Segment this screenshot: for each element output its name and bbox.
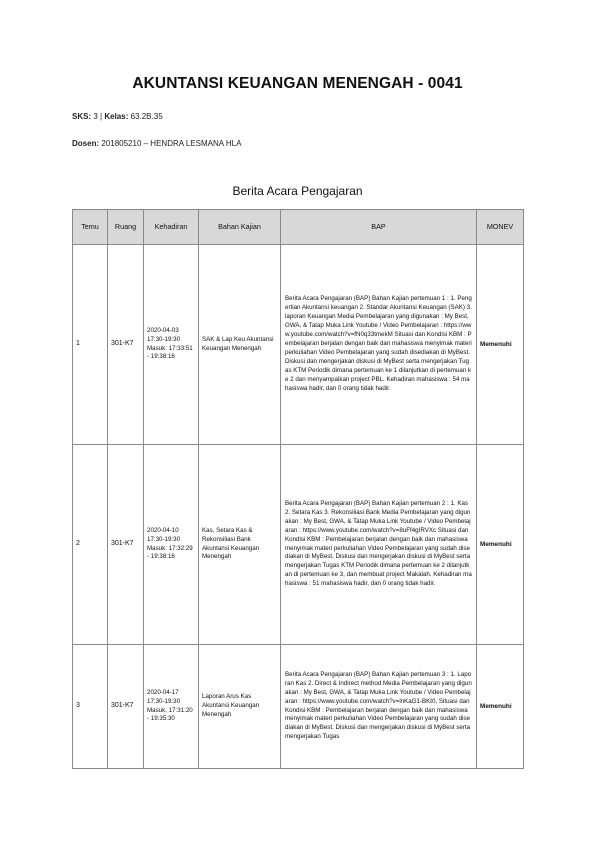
cell-bap [281,245,477,445]
cell-monev: Memenuhi [477,445,524,645]
dosen-value: 201805210 – HENDRA LESMANA HLA [101,139,242,148]
table-row [73,645,524,769]
dosen-line [72,139,241,148]
cell-ruang: 301-K7 [108,245,144,445]
cell-kehadiran: 2020-04-10 17:30-19:30 Masuk: 17:32:29 - 19:38:16 [144,445,199,645]
cell-kehadiran: 2020-04-17 17:30-19:30 Masuk: 17:31:20 - 19:35:30 [144,645,199,769]
sks-label: SKS: [72,112,92,121]
bap-text: Berita Acara Pengajaran (BAP) Bahan Kajian pertemuan 1 : 1. Pengertian Akuntansi keuangan 2. Standar Akuntansi Keuangan (SAK) 3. laporan Keuangan Media Pembelajaran yang digunakan : My Best, GWA, & Tatap Muka Link Youtube / Video Pembelajaran : https://www.youtube.com/watch?v=fN0q33tmekM Situasi dan Kondisi KBM : Pembelajaran berjalan dengan baik dan mahasiswa menyimak materi perkuliahan Video Pembelajaran yang sudah disediakan di MyBest. Diskusi dan mengerjakan diskusi di MyBest serta mengerjakan Tugas KTM Periodik dimana pertemuan ke 1 dilanjutkan di pertemuan ke 2 dan menyampaikan project PBL. Kehadiran mahasiswa : 54 mahasiswa hadir, dan 0 orang tidak hadir. [285,295,472,392]
cell-bahan-kajian: SAK & Lap Keu Akuntansi Keuangan Menengah [199,245,281,445]
cell-bap [281,645,477,769]
kelas-label: Kelas: [104,112,129,121]
cell-monev: Memenuhi [477,245,524,445]
cell-ruang: 301-K7 [108,645,144,769]
table-row [73,245,524,445]
page-title: AKUNTANSI KEUANGAN MENENGAH - 0041 [132,75,463,92]
cell-bap [281,445,477,645]
cell-kehadiran: 2020-04-03 17:30-19:30 Masuk: 17:33:51 - 19:38:16 [144,245,199,445]
section-title: Berita Acara Pengajaran [232,184,363,198]
header-temu: Temu [73,210,108,245]
header-ruang: Ruang [108,210,144,245]
cell-temu: 2 [73,445,108,645]
kelas-value: 63.2B.35 [130,112,163,121]
separator: | [100,112,103,121]
sks-kelas-line [72,112,163,121]
header-bap: BAP [281,210,477,245]
cell-monev: Memenuhi [477,645,524,769]
cell-ruang: 301-K7 [108,445,144,645]
table-header-row [73,210,524,245]
dosen-label: Dosen: [72,139,100,148]
cell-temu: 1 [73,245,108,445]
header-monev: MONEV [477,210,524,245]
sks-value: 3 [93,112,98,121]
cell-bahan-kajian: Laporan Arus Kas Akuntansi Keuangan Menengah [199,645,281,769]
bap-table [72,209,524,769]
bap-text: Berita Acara Pengajaran (BAP) Bahan Kajian pertemuan 3 : 1. Laporan Kas 2. Direct & Indirect method Media Pembelajaran yang digunakan : My Best, GWA, & Tatap Muka Link Youtube / Video Pembelajaran : https://www.youtube.com/watch?v=lnKaG1-BKt0, Situasi dan Kondisi KBM : Pembelajaran berjalan dengan baik dan mahasiswa menyimak materi perkuliahan Video Pembelajaran yang sudah disediakan di MyBest. Diskusi dan mengerjakan diskusi di MyBest serta mengerjakan Tugas [285,670,472,741]
header-bahan-kajian: Bahan Kajian [199,210,281,245]
header-kehadiran: Kehadiran [144,210,199,245]
cell-bahan-kajian: Kas, Setara Kas & Rekonsiliasi Bank Akuntansi Keuangan Menengah [199,445,281,645]
cell-temu: 3 [73,645,108,769]
bap-text: Berita Acara Pengajaran (BAP) Bahan Kajian pertemuan 2 : 1. Kas 2. Setara Kas 3. Rekonsiliasi Bank Media Pembelajaran yang digunakan : My Best, GWA, & Tatap Muka Link Youtube / Video Pembelajaran : https://www.youtube.com/watch?v=8uFf4gIRVXc Situasi dan Kondisi KBM : Pembelajaran berjalan dengan baik dan mahasiswa menyimak materi perkuliahan Video Pembelajaran yang sudah disediakan di MyBest. Diskusi dan mengerjakan diskusi di MyBest serta mengerjakan Tugas KTM Periodik dimana pertemuan ke 2 dilanjutkan di pertemuan ke 3, dan membuat project Makalah. Kehadiran mahasiswa : 51 mahasiswa hadir, dan 0 orang tidak hadir. [285,499,472,588]
table-row [73,445,524,645]
